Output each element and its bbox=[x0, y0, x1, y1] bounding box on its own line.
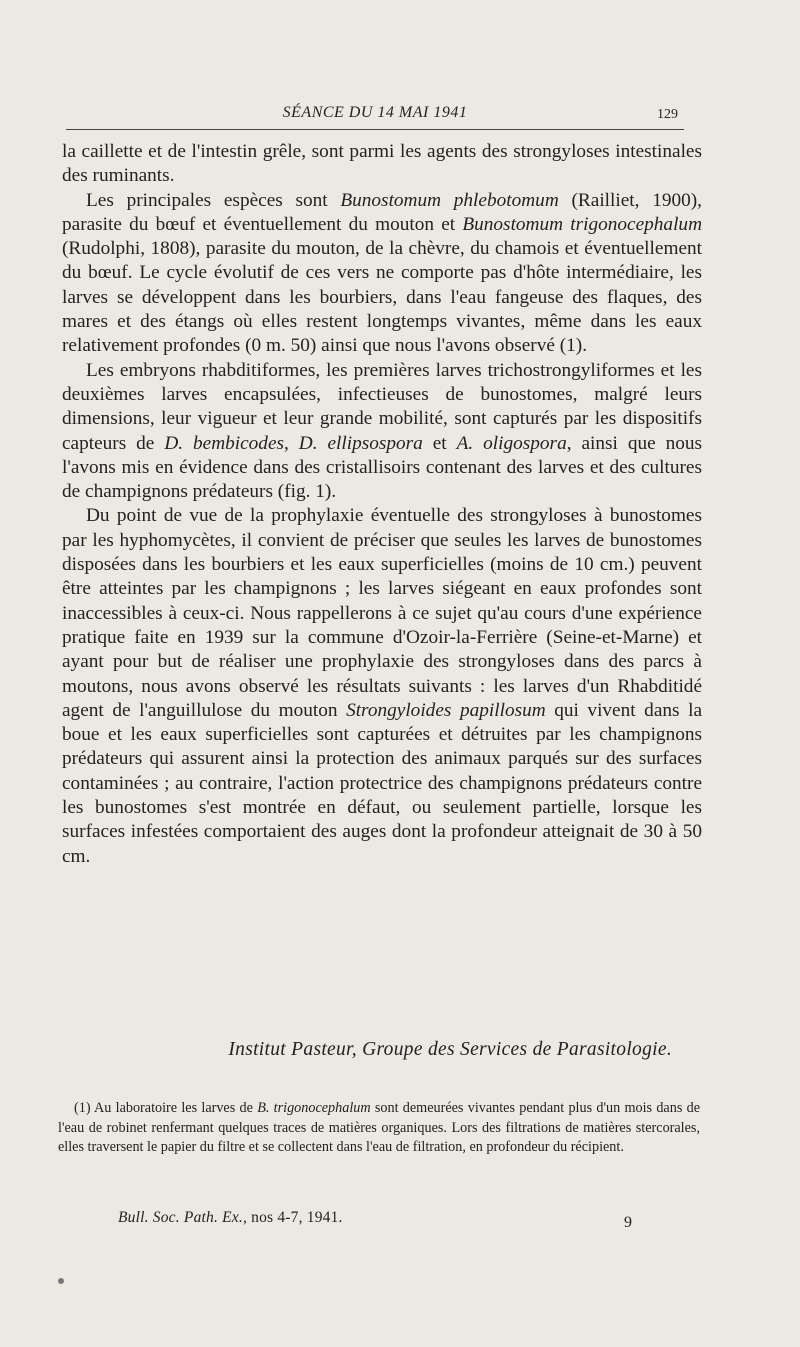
journal-citation bbox=[118, 1209, 343, 1227]
ink-speck bbox=[58, 1278, 64, 1284]
main-text bbox=[62, 140, 702, 869]
text-run: (Railliet, 1900), parasite du bœuf et éventuellement du mouton et bbox=[62, 189, 703, 235]
paragraph-1: la caillette et de l'intestin grêle, sont parmi les agents des strongyloses intestinales des ruminants. bbox=[62, 141, 702, 187]
paragraph-3 bbox=[62, 359, 702, 505]
journal-issue: nos 4-7, 1941. bbox=[251, 1209, 343, 1226]
text-run: Les principales espèces sont bbox=[86, 189, 341, 211]
page-header bbox=[66, 98, 684, 128]
species-name: Bunostomum trigonocephalum bbox=[462, 213, 702, 235]
header-rule bbox=[66, 129, 684, 130]
species-name: D. bembicodes bbox=[164, 432, 285, 454]
text-run: Du point de vue de la prophylaxie éventuelle des strongyloses à bunostomes par les hyphomycètes, il convient de préciser que seules les larves de bunostomes disposées dans les bourbiers et les eaux superficielles (moins de 10 cm.) peuvent être atteintes par les champignons ; les larves siégeant en eaux profondes sont inaccessibles à ceux-ci. Nous rappellerons à ce sujet qu'au cours d'une expérience pratique faite en 1939 sur la commune d'Ozoir-la-Ferrière (Seine-et-Marne) et ayant pour but de réaliser une prophylaxie des strongyloses dans des parcs à moutons, nous avons observé les résultats suivants : les larves d'un Rhabditidé agent de l'anguillulose du mouton bbox=[62, 505, 702, 721]
paragraph-4 bbox=[62, 504, 702, 868]
footnote-text bbox=[58, 1099, 700, 1158]
footnote bbox=[58, 1099, 700, 1158]
species-name: Strongyloides papillosum bbox=[346, 699, 546, 721]
text-run: , ainsi que nous l'avons mis en évidence dans des cristallisoirs contenant des larves et des cultures de champignons prédateurs (fig. 1). bbox=[62, 432, 703, 503]
running-title: SÉANCE DU 14 MAI 1941 bbox=[282, 104, 468, 121]
page-number: 129 bbox=[657, 107, 678, 122]
species-name: B. trigonocephalum bbox=[257, 1100, 371, 1116]
text-run: Les embryons rhabditiformes, les premières larves trichostrongyliformes et les deuxièmes larves encapsulées, infectieuses de bunostomes, malgré leurs dimensions, leur vigueur et leur grande mobilité, sont capturés par les dispositifs capteurs de bbox=[62, 359, 702, 454]
text-run: qui vivent dans la boue et les eaux superficielles sont capturées et détruites par les champignons prédateurs qui assurent ainsi la protection des animaux parqués sur des surfaces contaminées ; au contraire, l'action protectrice des champignons prédateurs contre les bunostomes s'est montrée en défaut, ou seulement partielle, lorsque les surfaces infestées comportaient des auges dont la profondeur atteignait de 30 à 50 cm. bbox=[62, 699, 703, 867]
printer-signature-mark: 9 bbox=[624, 1214, 632, 1231]
text-run: sont demeurées vivantes pendant plus d'un mois dans de l'eau de robinet renfermant quelques traces de matières organiques. Lors des filtrations de matières stercorales, elles traversent le papier du filtre et se collectent dans l'eau de filtration, en profondeur du récipient. bbox=[58, 1100, 700, 1156]
paragraph-2 bbox=[62, 189, 702, 359]
species-name: Bunostomum phlebotomum bbox=[340, 189, 559, 211]
journal-name: Bull. Soc. Path. Ex., bbox=[118, 1209, 248, 1226]
institution-signature: Institut Pasteur, Groupe des Services de Parasitologie. bbox=[228, 1039, 672, 1060]
species-name: A. oligospora bbox=[456, 432, 567, 454]
text-run: (1) Au laboratoire les larves de bbox=[74, 1100, 258, 1116]
text-run: , bbox=[284, 432, 299, 454]
text-run: et bbox=[422, 432, 457, 454]
species-name: D. ellipsospora bbox=[298, 432, 423, 454]
text-run: (Rudolphi, 1808), parasite du mouton, de la chèvre, du chamois et éventuellement du bœuf. Le cycle évolutif de ces vers ne comporte pas d'hôte intermédiaire, les larves se développent dans les bourbiers, dans l'eau fangeuse des flaques, des mares et des étangs où elles restent longtemps vivantes, même dans les eaux relativement profondes (0 m. 50) ainsi que nous l'avons observé (1). bbox=[62, 238, 702, 357]
